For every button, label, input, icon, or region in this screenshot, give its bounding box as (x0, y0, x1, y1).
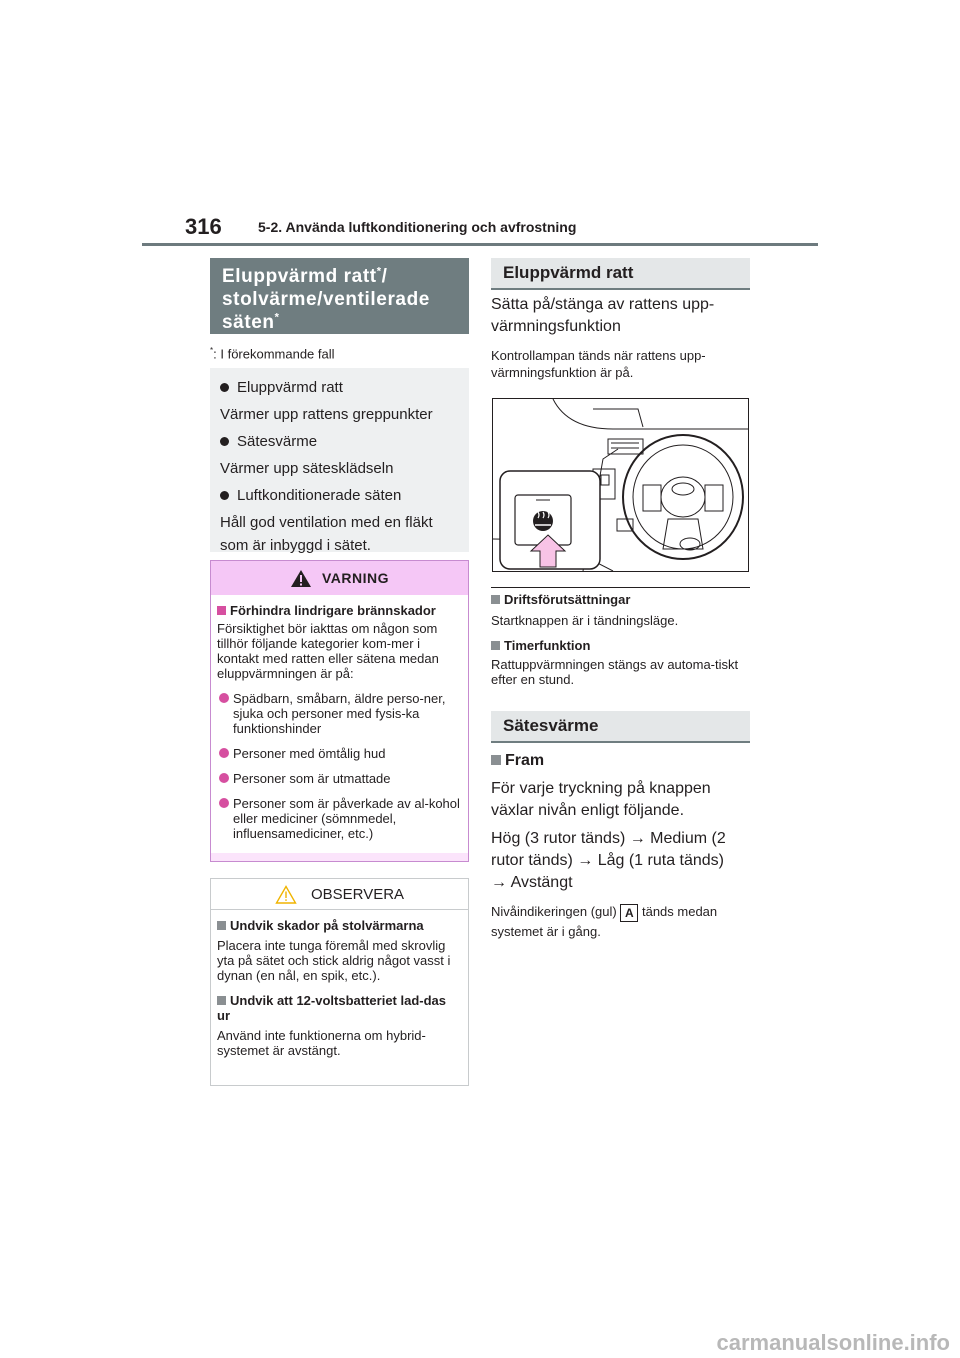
indicator-text-before: Nivåindikeringen (gul) (491, 904, 617, 919)
square-bullet-icon (217, 996, 226, 1005)
feature-title: Luftkonditionerade säten (237, 487, 402, 504)
warning-triangle-icon (290, 569, 312, 588)
section-title-seat-text: Sätesvärme (503, 716, 599, 735)
feature-item (220, 484, 459, 507)
conditions-block (491, 591, 750, 687)
notice-title: OBSERVERA (310, 885, 405, 903)
notice-heading-1 (217, 918, 462, 933)
warning-box (210, 560, 469, 862)
steering-wheel-illustration (492, 398, 749, 572)
square-bullet-icon (491, 641, 500, 650)
bullet-icon (219, 693, 229, 703)
warning-header (211, 561, 468, 595)
label-a-marker: A (620, 904, 638, 922)
bullet-icon (220, 383, 229, 392)
notice-box (210, 878, 469, 1086)
conditions-text: Startknappen är i tändningsläge. (491, 613, 679, 628)
indicator-text-after: tänds medan systemet är i gång. (491, 904, 718, 939)
section-title-line3: säten (222, 312, 275, 333)
feature-desc: Värmer upp rattens greppunkter (220, 406, 433, 423)
front-text: För varje tryckning på knappen växlar nivån enligt följande. (491, 780, 711, 819)
notice-text-1: Placera inte tunga föremål med skrovlig yta på sätet och stick aldrig något vasst i dynan (en nål, en spik, etc.). (217, 938, 451, 983)
warning-text: Försiktighet bör iakttas om någon som tillhör följande kategorier kom-mer i kontakt med ratten eller sätena medan eluppvärmningen är på: (217, 621, 439, 681)
notice-heading-text: Undvik skador på stolvärmarna (230, 918, 424, 933)
footnote-asterisk: * (210, 346, 214, 355)
section-title-line2: stolvärme/ventilerade (222, 289, 430, 310)
warning-heading-text: Förhindra lindrigare brännskador (230, 603, 436, 618)
notice-text-2: Använd inte funktionerna om hybrid-systemet är avstängt. (217, 1028, 426, 1058)
warning-item (217, 691, 462, 736)
warning-body (211, 595, 468, 853)
section-title-steering-text: Eluppvärmd ratt (503, 263, 634, 282)
bullet-icon (220, 437, 229, 446)
section-title-seat-heating (491, 711, 750, 743)
feature-desc: Värmer upp sätesklädseln (220, 460, 394, 477)
section-title-line1: Eluppvärmd ratt (222, 266, 377, 287)
warning-item (217, 746, 462, 761)
indicator-note (491, 902, 749, 942)
dashboard-drawing (493, 399, 748, 571)
square-bullet-icon (491, 755, 501, 765)
steering-note: Kontrollampan tänds när rattens upp-värmningsfunktion är på. (491, 348, 706, 380)
footnote-text: I förekommande fall (220, 346, 335, 362)
bullet-icon (219, 748, 229, 758)
front-heading-text: Fram (505, 752, 545, 769)
levels-text-end: → Avstängt (491, 874, 573, 891)
warning-heading (217, 603, 462, 618)
bullet-icon (219, 798, 229, 808)
bullet-icon (220, 491, 229, 500)
levels-text: Hög (3 rutor tänds) → Medium (2 rutor tänds) → Låg (1 ruta tänds) (491, 830, 726, 869)
page-number: 316 (185, 214, 222, 239)
warning-item-text: Personer med ömtålig hud (233, 746, 386, 761)
feature-item (220, 430, 459, 453)
feature-item (220, 376, 459, 399)
section-title-heated-features (210, 258, 469, 334)
warning-title: VARNING (321, 570, 390, 586)
square-bullet-icon (217, 921, 226, 930)
conditions-heading (491, 591, 750, 608)
caution-triangle-icon (275, 885, 297, 904)
warning-item-text: Personer som är påverkade av al-kohol eller mediciner (sömnmedel, influensamediciner, etc.) (233, 796, 460, 841)
section-title-sep: / (381, 266, 388, 287)
feature-title: Eluppvärmd ratt (237, 379, 343, 396)
asterisk: * (274, 311, 280, 324)
square-bullet-icon (491, 595, 500, 604)
footnote: *: I förekommande fall (210, 346, 335, 362)
warning-item-text: Personer som är utmattade (233, 771, 391, 786)
front-heading (491, 750, 746, 772)
notice-body (211, 910, 468, 1066)
front-block (491, 750, 746, 894)
conditions-heading-text: Driftsförutsättningar (504, 592, 631, 607)
section-title-steering (491, 258, 750, 290)
timer-heading-text: Timerfunktion (504, 638, 591, 653)
square-bullet-icon (217, 606, 226, 615)
warning-item (217, 796, 462, 841)
notice-heading-2 (217, 993, 462, 1023)
feature-title: Sätesvärme (237, 433, 318, 450)
illustration-rule (491, 587, 750, 588)
warning-item (217, 771, 462, 786)
chapter-title: 5-2. Använda luftkonditionering och avfrostning (258, 219, 577, 235)
notice-heading-text: Undvik att 12-voltsbatteriet lad-das ur (217, 993, 446, 1023)
notice-header (211, 879, 468, 910)
warning-item-text: Spädbarn, småbarn, äldre perso-ner, sjuka och personer med fysis-ka funktionshinder (233, 691, 446, 736)
steering-intro: Sätta på/stänga av rattens upp-värmningsfunktion (491, 296, 715, 335)
header-rule (142, 243, 818, 246)
feature-desc: Håll god ventilation med en fläkt som är inbyggd i sätet. (220, 514, 433, 554)
asterisk: * (376, 265, 382, 278)
watermark: carmanualsonline.info (716, 1330, 950, 1355)
feature-list (210, 368, 469, 552)
bullet-icon (219, 773, 229, 783)
timer-heading (491, 637, 750, 654)
timer-text: Rattuppvärmningen stängs av automa-tiskt efter en stund. (491, 657, 739, 687)
